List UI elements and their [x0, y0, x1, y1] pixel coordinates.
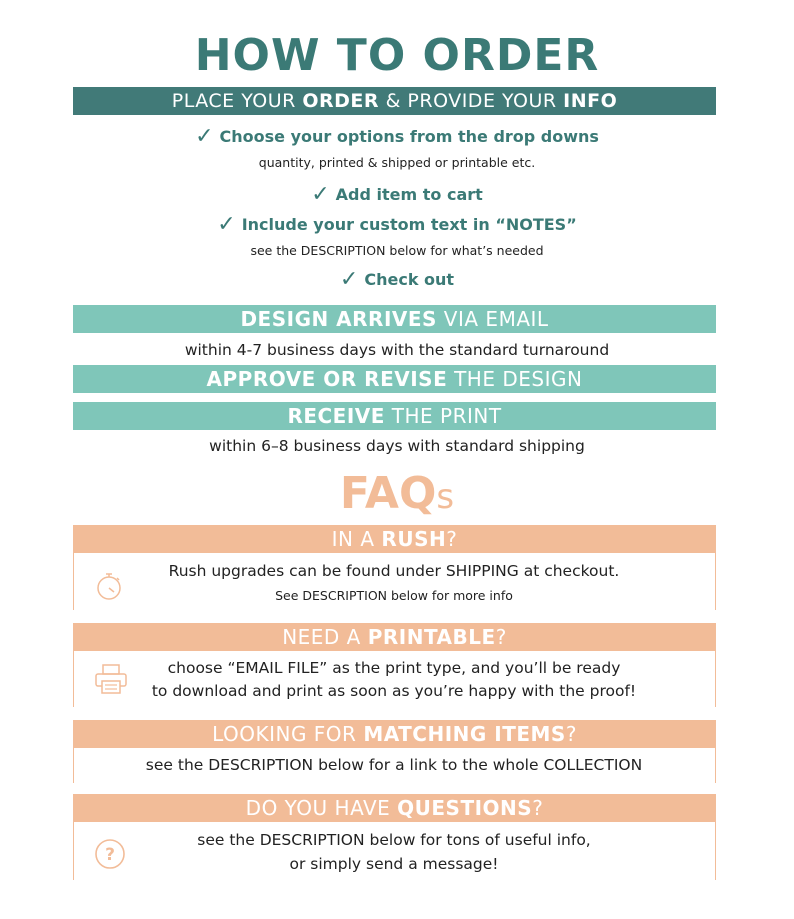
order-bar-mid: & PROVIDE YOUR [379, 90, 564, 112]
receive-note: within 6–8 business days with standard shipping [209, 437, 585, 455]
approve-bar [73, 365, 716, 393]
faq-questions-pre: DO YOU HAVE [245, 796, 398, 820]
receive-bar-bold: RECEIVE [287, 404, 385, 428]
check-icon: ✓ [195, 124, 214, 149]
faq-matching-box [73, 748, 716, 783]
faq-matching-pre: LOOKING FOR [212, 722, 364, 746]
step-1-head: Choose your options from the drop downs [219, 127, 599, 146]
faq-title-big: FAQ [339, 468, 437, 519]
receive-bar-rest: THE PRINT [384, 404, 502, 428]
order-bar-bold-2: INFO [563, 90, 618, 112]
step-3-head: Include your custom text in “NOTES” [241, 215, 577, 234]
faq-title-small: s [436, 477, 455, 517]
faq-questions-bold: QUESTIONS [397, 796, 533, 820]
step-2-head: Add item to cart [335, 185, 483, 204]
faq-rush-line-2: See DESCRIPTION below for more info [275, 588, 513, 603]
faq-questions-post: ? [532, 796, 544, 820]
step-3-sub: see the DESCRIPTION below for what’s needed [250, 243, 544, 258]
svg-text:?: ? [105, 845, 115, 865]
check-icon: ✓ [217, 212, 236, 237]
step-4 [0, 267, 794, 292]
design-bar-bold: DESIGN ARRIVES [240, 307, 437, 331]
faq-questions-box [73, 822, 716, 880]
check-icon: ✓ [339, 267, 359, 292]
check-icon: ✓ [311, 182, 330, 207]
faq-rush-pre: IN A [331, 527, 382, 551]
faq-questions-line-1: see the DESCRIPTION below for tons of useful info, [197, 831, 591, 849]
faq-printable-post: ? [495, 625, 507, 649]
faq-matching-header [73, 720, 716, 748]
faq-printable-header [73, 623, 716, 651]
faq-matching-bold: MATCHING ITEMS [363, 722, 566, 746]
faq-printable-line-2: to download and print as soon as you’re happy with the proof! [151, 682, 637, 700]
order-bar-pre: PLACE YOUR [171, 90, 303, 112]
step-2 [0, 182, 794, 207]
faq-questions-header [73, 794, 716, 822]
step-1-sub: quantity, printed & shipped or printable etc. [258, 155, 536, 170]
design-bar [73, 305, 716, 333]
faq-printable-bold: PRINTABLE [367, 625, 496, 649]
faq-title [0, 468, 794, 519]
faq-rush-bold: RUSH [381, 527, 447, 551]
faq-printable-pre: NEED A [282, 625, 368, 649]
page-title: HOW TO ORDER [194, 30, 600, 81]
faq-rush-box [73, 553, 716, 610]
faq-matching-line-1: see the DESCRIPTION below for a link to the whole COLLECTION [145, 756, 643, 774]
order-bar-bold-1: ORDER [302, 90, 380, 112]
faq-rush-post: ? [446, 527, 458, 551]
faq-rush-header [73, 525, 716, 553]
design-note: within 4-7 business days with the standard turnaround [184, 341, 610, 359]
design-bar-rest: VIA EMAIL [436, 307, 549, 331]
step-3 [0, 212, 794, 237]
faq-matching-post: ? [565, 722, 577, 746]
order-bar [73, 87, 716, 115]
faq-rush-line-1: Rush upgrades can be found under SHIPPING at checkout. [168, 562, 620, 580]
receive-bar [73, 402, 716, 430]
faq-questions-line-2: or simply send a message! [289, 855, 499, 873]
faq-printable-box [73, 651, 716, 707]
faq-printable-line-1: choose “EMAIL FILE” as the print type, and you’ll be ready [167, 659, 621, 677]
step-1 [0, 124, 794, 149]
approve-bar-bold: APPROVE OR REVISE [206, 367, 448, 391]
approve-bar-rest: THE DESIGN [447, 367, 583, 391]
step-4-head: Check out [364, 270, 455, 289]
